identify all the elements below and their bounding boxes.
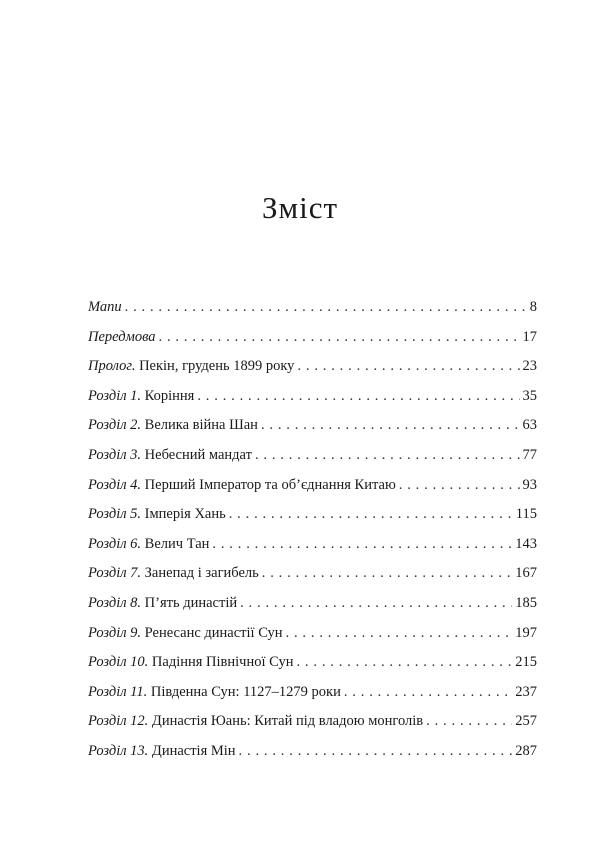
leader-dots bbox=[297, 359, 519, 374]
toc-entry bbox=[88, 596, 537, 626]
toc-label bbox=[88, 418, 258, 433]
toc-page-number: 8 bbox=[529, 299, 537, 315]
toc-prefix: Розділ 13. bbox=[88, 742, 149, 759]
leader-dots bbox=[296, 655, 512, 670]
leader-dots bbox=[255, 448, 520, 463]
toc-label bbox=[88, 626, 283, 641]
toc-entry bbox=[88, 330, 537, 360]
toc-label bbox=[88, 655, 293, 670]
table-of-contents bbox=[88, 300, 537, 774]
toc-page-number: 63 bbox=[522, 417, 537, 434]
leader-dots bbox=[426, 714, 512, 729]
toc-entry bbox=[88, 714, 537, 744]
toc-entry bbox=[88, 507, 537, 537]
toc-entry bbox=[88, 389, 537, 419]
toc-entry bbox=[88, 655, 537, 685]
toc-entry bbox=[88, 566, 537, 596]
toc-page-number: 197 bbox=[515, 624, 537, 641]
toc-prefix: Розділ 5. bbox=[88, 506, 142, 523]
toc-prefix: Розділ 1. bbox=[88, 387, 142, 404]
toc-text: Пекін, грудень 1899 року bbox=[139, 358, 295, 375]
toc-text: Велич Тан bbox=[144, 535, 210, 552]
toc-prefix: Розділ 7. bbox=[88, 565, 142, 582]
toc-text: Небесний мандат bbox=[144, 446, 252, 463]
toc-entry bbox=[88, 448, 537, 478]
toc-page-number: 143 bbox=[515, 535, 537, 552]
toc-prefix: Розділ 2. bbox=[88, 417, 142, 434]
toc-prefix: Розділ 8. bbox=[88, 594, 142, 611]
toc-text: Велика війна Шан bbox=[144, 417, 258, 434]
toc-label bbox=[88, 537, 209, 552]
leader-dots bbox=[286, 626, 513, 641]
toc-label bbox=[88, 744, 236, 759]
toc-label bbox=[88, 596, 237, 611]
toc-entry bbox=[88, 537, 537, 567]
toc-entry bbox=[88, 300, 537, 330]
leader-dots bbox=[262, 566, 512, 581]
toc-label bbox=[88, 714, 423, 729]
toc-prefix: Пролог. bbox=[88, 358, 136, 375]
toc-prefix: Передмова bbox=[88, 328, 156, 345]
toc-text: Імперія Хань bbox=[144, 506, 226, 523]
leader-dots bbox=[261, 418, 520, 433]
toc-prefix: Розділ 4. bbox=[88, 476, 142, 493]
toc-label bbox=[88, 448, 252, 463]
leader-dots bbox=[125, 300, 527, 315]
toc-text: Перший Імператор та об’єднання Китаю bbox=[144, 476, 396, 493]
toc-page-number: 185 bbox=[515, 594, 537, 611]
leader-dots bbox=[197, 389, 519, 404]
toc-page-number: 115 bbox=[515, 506, 537, 523]
toc-entry bbox=[88, 359, 537, 389]
toc-entry bbox=[88, 685, 537, 715]
toc-text: Ренесанс династії Сун bbox=[144, 624, 283, 641]
toc-prefix: Розділ 6. bbox=[88, 535, 142, 552]
toc-text: Коріння bbox=[144, 387, 195, 404]
toc-label bbox=[88, 507, 226, 522]
toc-page-number: 17 bbox=[522, 328, 537, 345]
toc-prefix: Мапи bbox=[88, 299, 122, 315]
toc-prefix: Розділ 12. bbox=[88, 713, 149, 730]
toc-text: Династія Юань: Китай під владою монголів bbox=[151, 713, 424, 730]
page-title: Зміст bbox=[261, 190, 339, 225]
toc-page-number: 23 bbox=[522, 358, 537, 375]
toc-page-number: 35 bbox=[522, 387, 537, 404]
toc-prefix: Розділ 10. bbox=[88, 654, 149, 671]
toc-entry bbox=[88, 418, 537, 448]
toc-page-number: 287 bbox=[515, 742, 537, 759]
leader-dots bbox=[344, 685, 512, 700]
toc-text: Південна Сун: 1127–1279 роки bbox=[150, 683, 341, 700]
toc-label bbox=[88, 566, 259, 581]
toc-label bbox=[88, 478, 396, 493]
toc-label bbox=[88, 685, 341, 700]
toc-page-number: 237 bbox=[515, 683, 537, 700]
leader-dots bbox=[212, 537, 512, 552]
toc-page-number: 257 bbox=[515, 713, 537, 730]
toc-text: Занепад і загибель bbox=[144, 565, 259, 582]
toc-text: Династія Мін bbox=[151, 742, 236, 759]
toc-entry bbox=[88, 626, 537, 656]
toc-label bbox=[88, 330, 156, 345]
leader-dots bbox=[229, 507, 513, 522]
toc-prefix: Розділ 3. bbox=[88, 446, 142, 463]
toc-page-number: 93 bbox=[522, 476, 537, 493]
toc-label bbox=[88, 300, 122, 315]
leader-dots bbox=[159, 330, 520, 345]
leader-dots bbox=[239, 744, 513, 759]
toc-prefix: Розділ 9. bbox=[88, 624, 142, 641]
toc-label bbox=[88, 389, 194, 404]
toc-text: П’ять династій bbox=[144, 594, 238, 611]
toc-page-number: 215 bbox=[515, 654, 537, 671]
toc-entry bbox=[88, 478, 537, 508]
toc-entry bbox=[88, 744, 537, 774]
leader-dots bbox=[240, 596, 512, 611]
toc-page-number: 167 bbox=[515, 565, 537, 582]
leader-dots bbox=[399, 478, 520, 493]
toc-text: Падіння Північної Сун bbox=[151, 654, 294, 671]
toc-prefix: Розділ 11. bbox=[88, 683, 148, 700]
toc-page-number: 77 bbox=[522, 446, 537, 463]
toc-label bbox=[88, 359, 294, 374]
